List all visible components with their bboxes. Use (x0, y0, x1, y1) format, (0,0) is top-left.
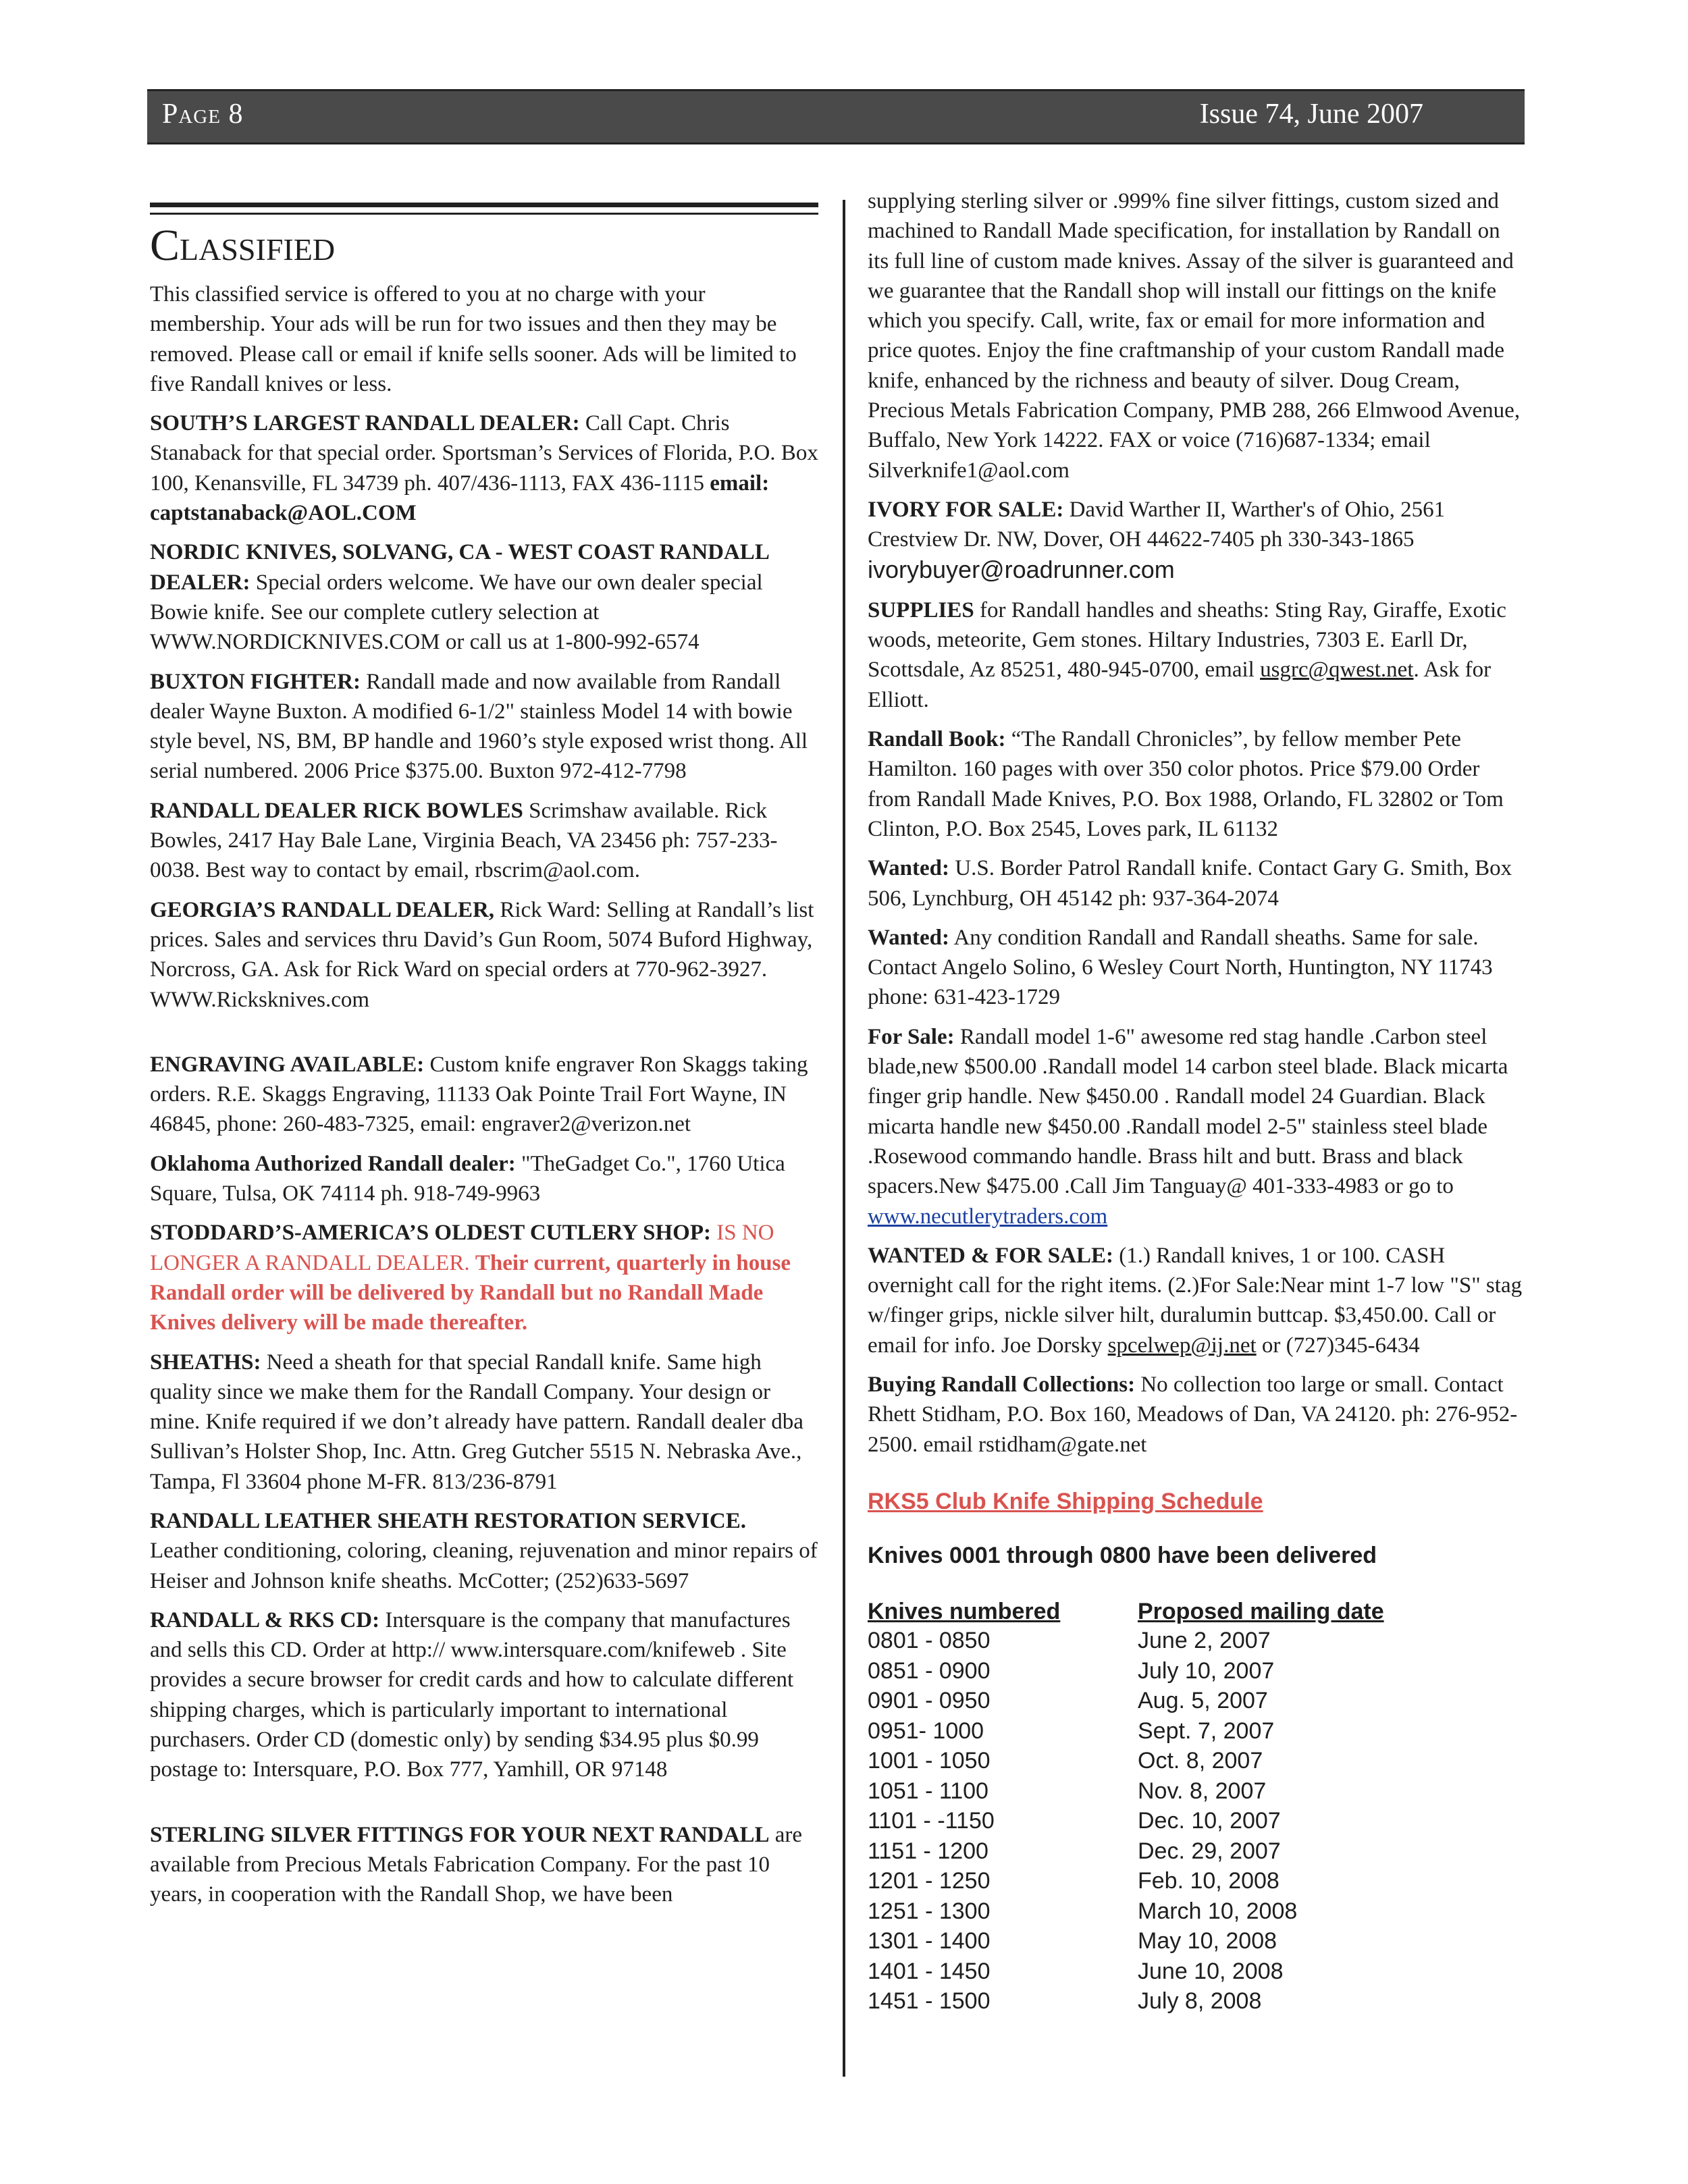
mailing-date: Feb. 10, 2008 (1138, 1868, 1280, 1894)
knife-range: 1201 - 1250 (868, 1868, 991, 1894)
mailing-date: March 10, 2008 (1138, 1898, 1298, 1924)
table-row (868, 1926, 1384, 1956)
shipping-schedule-table (868, 1597, 1384, 2017)
table-row (868, 1776, 1384, 1807)
table-row (868, 1866, 1384, 1896)
ad-georgia-dealer: GEORGIA’S RANDALL DEALER, Rick Ward: Selling at Randall’s list prices. Sales and services thru David’s Gun Room, 5074 Buford Highway, Norcross, GA. Ask for Rick Ward on special orders at 770-962-3927. WWW.Ricksknives.com (150, 897, 814, 1012)
knife-range: 1301 - 1400 (868, 1928, 991, 1954)
mailing-date: June 10, 2008 (1138, 1958, 1284, 1984)
table-row (868, 1716, 1384, 1747)
ad-leather-restoration: RANDALL LEATHER SHEATH RESTORATION SERVICE. Leather conditioning, coloring, cleaning, rejuvenation and minor repairs of Heiser and Johnson knife sheaths. McCotter; (252)633-5697 (150, 1508, 818, 1593)
table-row (868, 1626, 1384, 1656)
table-row (868, 1896, 1384, 1927)
ad-randall-cd: RANDALL & RKS CD: Intersquare is the company that manufactures and sells this CD. Order at http:// www.intersquare.com/knifeweb . Site provides a secure browser for credit cards and how to calculate different shipping charges, which is particularly important to international purchasers. Order CD (domestic only) by sending $34.95 plus $0.99 postage to: Intersquare, P.O. Box 777, Yamhill, OR 97148 (150, 1607, 794, 1782)
mailing-date: May 10, 2008 (1138, 1928, 1277, 1954)
mailing-date: Dec. 29, 2007 (1138, 1838, 1281, 1864)
left-column (150, 200, 818, 1919)
section-title: Classified (150, 221, 336, 270)
mailing-date: Aug. 5, 2007 (1138, 1688, 1268, 1714)
ad-randall-book: Randall Book: “The Randall Chronicles”, by fellow member Pete Hamilton. 160 pages with over 350 color photos. Price $79.00 Order from Randall Made Knives, P.O. Box 1988, Orlando, FL 32802 or Tom Clinton, P.O. Box 2545, Loves park, IL 61132 (868, 727, 1504, 841)
ad-buxton-fighter: BUXTON FIGHTER: Randall made and now available from Randall dealer Wayne Buxton. A modified 6-1/2" stainless Model 14 with bowie style bevel, NS, BM, BP handle and 1960’s style exposed wrist thong. All serial numbered. 2006 Price $375.00. Buxton 972-412-7798 (150, 669, 808, 784)
table-row (868, 1956, 1384, 1987)
col-header-date: Proposed mailing date (1138, 1599, 1384, 1625)
mailing-date: Sept. 7, 2007 (1138, 1717, 1275, 1744)
mailing-date: Dec. 10, 2007 (1138, 1808, 1281, 1834)
ad-supplies: SUPPLIES for Randall handles and sheaths: Sting Ray, Giraffe, Exotic woods, meteorite, Gem stones. Hiltary Industries, 7303 E. Earll Dr, Scottsdale, Az 85251, 480-945-0700, email usgrc@qwest.net. Ask for Elliott. (868, 597, 1506, 712)
knife-range: 0801 - 0850 (868, 1628, 991, 1654)
necutlery-link[interactable]: www.necutlerytraders.com (868, 1204, 1108, 1229)
table-row (868, 1656, 1384, 1686)
ad-wanted-sheaths: Wanted: Any condition Randall and Randall sheaths. Same for sale. Contact Angelo Solino, 6 Wesley Court North, Huntington, NY 11743 phone: 631-423-1729 (868, 925, 1493, 1010)
ad-ivory: IVORY FOR SALE: David Warther II, Warther's of Ohio, 2561 Crestview Dr. NW, Dover, OH 44622-7405 ph 330-343-1865 ivorybuyer@roadrunner.com (868, 497, 1446, 583)
knife-range: 1101 - -1150 (868, 1808, 995, 1834)
table-row (868, 1986, 1384, 2017)
ad-engraving: ENGRAVING AVAILABLE: Custom knife engraver Ron Skaggs taking orders. R.E. Skaggs Engraving, 11133 Oak Pointe Trail Fort Wayne, IN 46845, phone: 260-483-7325, email: engraver2@verizon.net (150, 1052, 808, 1137)
dorsky-email-link[interactable]: spcelwep@ij.net (1107, 1333, 1257, 1358)
knife-range: 0901 - 0950 (868, 1688, 991, 1714)
knife-range: 1151 - 1200 (868, 1838, 988, 1864)
ad-buying-collections: Buying Randall Collections: No collection too large or small. Contact Rhett Stidham, P.O. Box 160, Meadows of Dan, VA 24120. ph: 276-952-2500. email rstidham@gate.net (868, 1372, 1518, 1457)
mailing-date: July 10, 2007 (1138, 1657, 1275, 1684)
mailing-date: June 2, 2007 (1138, 1628, 1271, 1654)
mailing-date: Oct. 8, 2007 (1138, 1748, 1263, 1774)
table-row (868, 1746, 1384, 1776)
page-number: Page 8 (162, 99, 244, 130)
issue-label: Issue 74, June 2007 (1199, 99, 1423, 130)
table-row (868, 1836, 1384, 1867)
column-divider (843, 200, 845, 2077)
mailing-date: July 8, 2008 (1138, 1988, 1262, 2015)
schedule-title: RKS5 Club Knife Shipping Schedule (868, 1488, 1263, 1514)
table-row (868, 1686, 1384, 1716)
knife-range: 1401 - 1450 (868, 1958, 991, 1984)
knife-range: 1251 - 1300 (868, 1898, 991, 1924)
mailing-date: Nov. 8, 2007 (1138, 1778, 1267, 1804)
knife-range: 1001 - 1050 (868, 1748, 991, 1774)
page-header (147, 89, 1525, 144)
table-row (868, 1806, 1384, 1836)
ad-wanted-border-patrol: Wanted: U.S. Border Patrol Randall knife. Contact Gary G. Smith, Box 506, Lynchburg, OH 45142 ph: 937-364-2074 (868, 856, 1512, 911)
knife-range: 1051 - 1100 (868, 1778, 988, 1804)
ad-sterling-continued: supplying sterling silver or .999% fine silver fittings, custom sized and machined to Randall Made specification, for installation by Randall on its full line of custom made knives. Assay of the silver is guaranteed and we guarantee that the Randall shop will install our fittings on the knife which you specify. Call, write, fax or email for more information and price quotes. Enjoy the fine craftmanship of your custom Randall made knife, enhanced by the richness and beauty of silver. Doug Cream, Precious Metals Fabrication Company, PMB 288, 266 Elmwood Avenue, Buffalo, New York 14222. FAX or voice (716)687-1334; email Silverknife1@aol.com (868, 189, 1521, 483)
knife-range: 0951- 1000 (868, 1717, 984, 1744)
intro-text: This classified service is offered to you at no charge with your membership. Your ads will be run for two issues and then they may be removed. Please call or email if knife sells sooner. Ads will be limited to five Randall knives or less. (150, 282, 797, 396)
ad-oklahoma-dealer: Oklahoma Authorized Randall dealer: "TheGadget Co.", 1760 Utica Square, Tulsa, OK 74114 ph. 918-749-9963 (150, 1151, 785, 1206)
ad-sterling-silver: STERLING SILVER FITTINGS FOR YOUR NEXT RANDALL are available from Precious Metals Fabrication Company. For the past 10 years, in cooperation with the Randall Shop, we have been (150, 1822, 803, 1907)
ad-nordic-knives: NORDIC KNIVES, SOLVANG, CA - WEST COAST RANDALL DEALER: Special orders welcome. We have our own dealer special Bowie knife. See our complete cutlery selection at WWW.NORDICKNIVES.COM or call us at 1-800-992-6574 (150, 540, 769, 655)
ad-sheaths: SHEATHS: Need a sheath for that special Randall knife. Same high quality since we make them for the Randall Company. Your design or mine. Knife required if we don’t already have pattern. Randall dealer dba Sullivan’s Holster Shop, Inc. Attn. Greg Gutcher 5515 N. Nebraska Ave., Tampa, Fl 33604 phone M-FR. 813/236-8791 (150, 1350, 803, 1494)
ad-stoddards: STODDARD’S-AMERICA’S OLDEST CUTLERY SHOP: IS NO LONGER A RANDALL DEALER. Their current, quarterly in house Randall order will be delivered by Randall but no Randall Made Knives delivery will be made thereafter. (150, 1221, 791, 1335)
ad-for-sale: For Sale: Randall model 1-6" awesome red stag handle .Carbon steel blade,new $500.00 .Randall model 14 carbon steel blade. Black micarta finger grip handle. New $450.00 . Randall model 24 Guardian. Black micarta handle new $450.00 .Randall model 2-5" stainless steel blade .Rosewood commando handle. Brass hilt and butt. Brass and black spacers.New $475.00 .Call Jim Tanguay@ 401-333-4983 or go to www.necutlerytraders.com (868, 1024, 1508, 1229)
ad-wanted-for-sale: WANTED & FOR SALE: (1.) Randall knives, 1 or 100. CASH overnight call for the right items. (2.)For Sale:Near mint 1-7 low "S" stag w/finger grips, nickle silver hilt, duralumin buttcap. $3,450.00. Call or email for info. Joe Dorsky spcelwep@ij.net or (727)345-6434 (868, 1243, 1523, 1358)
ad-rick-bowles: RANDALL DEALER RICK BOWLES Scrimshaw available. Rick Bowles, 2417 Hay Bale Lane, Virginia Beach, VA 23456 ph: 757-233-0038. Best way to contact by email, rbscrim@aol.com. (150, 798, 778, 883)
knife-range: 0851 - 0900 (868, 1657, 991, 1684)
supplies-email-link[interactable]: usgrc@qwest.net (1260, 658, 1414, 683)
ad-souths-largest: SOUTH’S LARGEST RANDALL DEALER: Call Capt. Chris Stanaback for that special order. Sportsman’s Services of Florida, P.O. Box 100, Kenansville, FL 34739 ph. 407/436-1113, FAX 436-1115 email: captstanaback@AOL.COM (150, 411, 818, 526)
col-header-knives: Knives numbered (868, 1599, 1061, 1625)
knife-range: 1451 - 1500 (868, 1988, 991, 2015)
schedule-subtitle: Knives 0001 through 0800 have been delivered (868, 1543, 1377, 1569)
right-column (868, 186, 1526, 2017)
